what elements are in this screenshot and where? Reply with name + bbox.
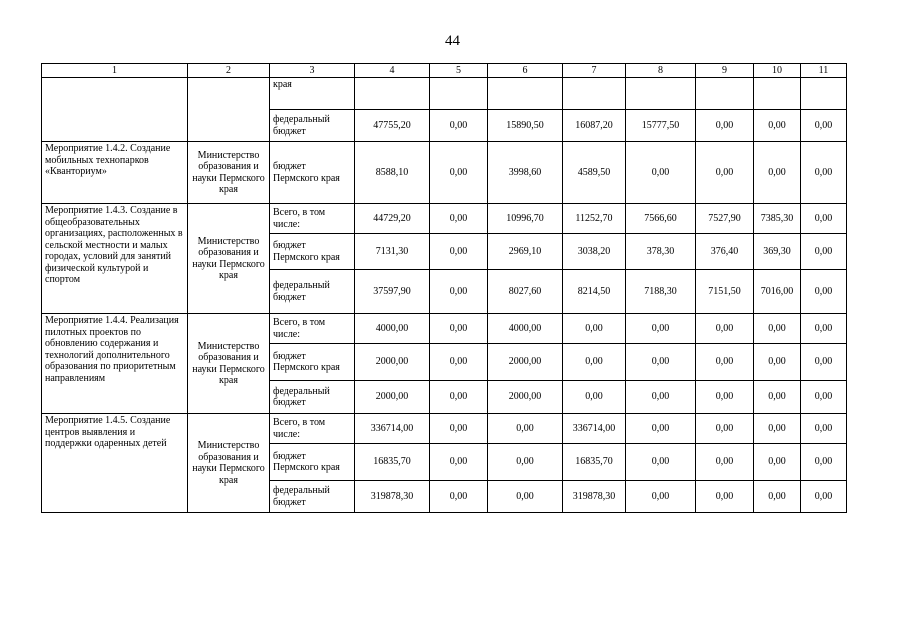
value-cell: 7151,50	[696, 270, 754, 314]
activity-name: Мероприятие 1.4.2. Создание мобильных технопарков «Кванториум»	[42, 142, 188, 204]
value-cell: 0,00	[801, 381, 847, 414]
value-cell: 2000,00	[355, 344, 430, 381]
value-cell: 8027,60	[488, 270, 563, 314]
source-cell: края	[270, 78, 355, 110]
budget-table	[41, 63, 847, 513]
value-cell: 0,00	[801, 344, 847, 381]
source-cell: бюджет Пермского края	[270, 234, 355, 270]
source-cell: Всего, в том числе:	[270, 314, 355, 344]
value-cell: 0,00	[696, 444, 754, 481]
value-cell: 15890,50	[488, 110, 563, 142]
value-cell: 319878,30	[355, 481, 430, 513]
value-cell: 0,00	[754, 444, 801, 481]
source-cell: федеральный бюджет	[270, 110, 355, 142]
value-cell: 11252,70	[563, 204, 626, 234]
value-cell: 0,00	[430, 110, 488, 142]
source-cell: бюджет Пермского края	[270, 344, 355, 381]
column-header: 9	[696, 64, 754, 78]
table-row	[42, 142, 847, 204]
ministry-cell: Министерство образования и науки Пермского края	[188, 314, 270, 414]
value-cell: 8214,50	[563, 270, 626, 314]
value-cell: 7385,30	[754, 204, 801, 234]
source-cell: бюджет Пермского края	[270, 142, 355, 204]
value-cell: 369,30	[754, 234, 801, 270]
source-cell: федеральный бюджет	[270, 381, 355, 414]
source-cell: федеральный бюджет	[270, 481, 355, 513]
value-cell: 0,00	[626, 414, 696, 444]
column-header: 1	[42, 64, 188, 78]
value-cell: 0,00	[626, 314, 696, 344]
value-cell: 4000,00	[488, 314, 563, 344]
value-cell: 0,00	[801, 270, 847, 314]
ministry-cell: Министерство образования и науки Пермского края	[188, 204, 270, 314]
value-cell: 0,00	[430, 270, 488, 314]
page-number: 44	[445, 33, 460, 49]
value-cell: 0,00	[430, 481, 488, 513]
value-cell: 2000,00	[355, 381, 430, 414]
ministry-cell: Министерство образования и науки Пермского края	[188, 142, 270, 204]
value-cell: 0,00	[626, 444, 696, 481]
value-cell: 0,00	[754, 314, 801, 344]
value-cell: 0,00	[430, 314, 488, 344]
value-cell: 16835,70	[563, 444, 626, 481]
value-cell: 0,00	[696, 314, 754, 344]
value-cell: 0,00	[754, 142, 801, 204]
column-header: 3	[270, 64, 355, 78]
value-cell: 16835,70	[355, 444, 430, 481]
value-cell: 0,00	[626, 381, 696, 414]
value-cell: 0,00	[754, 110, 801, 142]
column-header: 10	[754, 64, 801, 78]
value-cell: 0,00	[563, 344, 626, 381]
value-cell: 0,00	[626, 344, 696, 381]
value-cell: 0,00	[696, 110, 754, 142]
value-cell: 0,00	[801, 414, 847, 444]
value-cell: 0,00	[696, 344, 754, 381]
value-cell: 0,00	[754, 414, 801, 444]
value-cell: 0,00	[754, 344, 801, 381]
value-cell: 0,00	[626, 481, 696, 513]
value-cell: 7188,30	[626, 270, 696, 314]
value-cell: 4000,00	[355, 314, 430, 344]
activity-name: Мероприятие 1.4.5. Создание центров выявления и поддержки одаренных детей	[42, 414, 188, 513]
table-row	[42, 78, 847, 110]
source-cell: Всего, в том числе:	[270, 414, 355, 444]
value-cell: 7527,90	[696, 204, 754, 234]
value-cell: 16087,20	[563, 110, 626, 142]
ministry-cell: Министерство образования и науки Пермского края	[188, 414, 270, 513]
source-cell: Всего, в том числе:	[270, 204, 355, 234]
column-header: 8	[626, 64, 696, 78]
value-cell: 336714,00	[563, 414, 626, 444]
value-cell: 10996,70	[488, 204, 563, 234]
value-cell: 0,00	[430, 204, 488, 234]
value-cell: 0,00	[430, 414, 488, 444]
value-cell: 0,00	[430, 344, 488, 381]
value-cell: 2000,00	[488, 381, 563, 414]
value-cell: 0,00	[626, 142, 696, 204]
column-header: 5	[430, 64, 488, 78]
value-cell: 2969,10	[488, 234, 563, 270]
activity-name: Мероприятие 1.4.3. Создание в общеобразовательных организациях, расположенных в сельской местности и малых городах, условий для занятий физической культурой и спортом	[42, 204, 188, 314]
value-cell: 319878,30	[563, 481, 626, 513]
value-cell: 7016,00	[754, 270, 801, 314]
value-cell: 0,00	[563, 314, 626, 344]
value-cell: 0,00	[801, 110, 847, 142]
activity-name: Мероприятие 1.4.4. Реализация пилотных проектов по обновлению содержания и технологий дополнительного образования по приоритетным направлениям	[42, 314, 188, 414]
value-cell: 0,00	[801, 314, 847, 344]
value-cell: 47755,20	[355, 110, 430, 142]
column-header: 6	[488, 64, 563, 78]
column-header: 11	[801, 64, 847, 78]
value-cell: 0,00	[488, 444, 563, 481]
value-cell: 378,30	[626, 234, 696, 270]
table-header-row	[42, 64, 847, 78]
value-cell: 0,00	[430, 444, 488, 481]
column-header: 2	[188, 64, 270, 78]
column-header: 4	[355, 64, 430, 78]
value-cell: 44729,20	[355, 204, 430, 234]
value-cell: 3998,60	[488, 142, 563, 204]
source-cell: федеральный бюджет	[270, 270, 355, 314]
value-cell: 0,00	[754, 481, 801, 513]
value-cell: 37597,90	[355, 270, 430, 314]
value-cell: 2000,00	[488, 344, 563, 381]
value-cell: 0,00	[801, 481, 847, 513]
value-cell: 0,00	[488, 481, 563, 513]
value-cell: 0,00	[696, 142, 754, 204]
source-cell: бюджет Пермского края	[270, 444, 355, 481]
value-cell: 336714,00	[355, 414, 430, 444]
value-cell: 0,00	[696, 414, 754, 444]
table-row	[42, 204, 847, 234]
value-cell: 0,00	[801, 142, 847, 204]
table-row	[42, 314, 847, 344]
ministry-cell	[188, 78, 270, 142]
value-cell: 0,00	[488, 414, 563, 444]
value-cell: 0,00	[754, 381, 801, 414]
value-cell: 0,00	[696, 481, 754, 513]
activity-cell	[42, 78, 188, 142]
value-cell: 3038,20	[563, 234, 626, 270]
value-cell: 376,40	[696, 234, 754, 270]
value-cell: 0,00	[696, 381, 754, 414]
value-cell: 0,00	[801, 234, 847, 270]
column-header: 7	[563, 64, 626, 78]
value-cell: 7131,30	[355, 234, 430, 270]
value-cell: 15777,50	[626, 110, 696, 142]
value-cell: 0,00	[430, 381, 488, 414]
value-cell: 7566,60	[626, 204, 696, 234]
value-cell: 0,00	[430, 234, 488, 270]
value-cell: 0,00	[563, 381, 626, 414]
value-cell: 0,00	[430, 142, 488, 204]
value-cell: 8588,10	[355, 142, 430, 204]
value-cell: 4589,50	[563, 142, 626, 204]
table-row	[42, 414, 847, 444]
value-cell: 0,00	[801, 204, 847, 234]
value-cell: 0,00	[801, 444, 847, 481]
